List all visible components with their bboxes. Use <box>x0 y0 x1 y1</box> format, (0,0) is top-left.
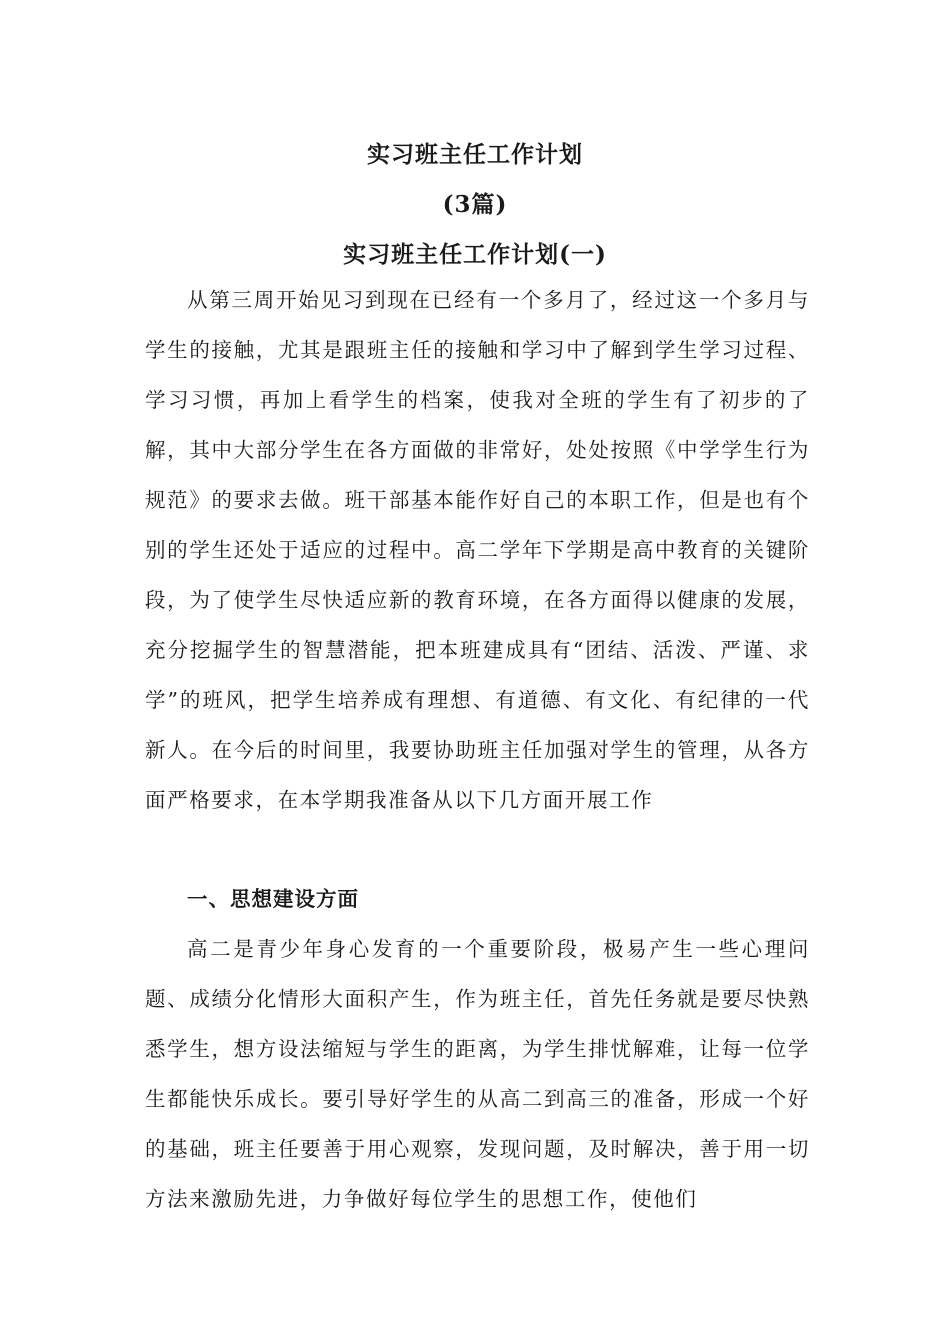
section-title: 实习班主任工作计划(一) <box>343 241 607 268</box>
document-subtitle: (3篇) <box>442 191 508 218</box>
paragraph-ideology: 高二是青少年身心发育的一个重要阶段，极易产生一些心理问题、成绩分化情形大面积产生，作为班主任，首先任务就是要尽快熟悉学生，想方设法缩短与学生的距离，为学生排忧解难，让每一位学生都能快乐成长。要引导好学生的从高二到高三的准备，形成一个好的基础，班主任要善于用心观察，发现问题，及时解决，善于用一切方法来激励先进，力争做好每位学生的思想工作，使他们 <box>145 937 810 1211</box>
paragraph-intro: 从第三周开始见习到现在已经有一个多月了，经过这一个多月与学生的接触，尤其是跟班主任的接触和学习中了解到学生学习过程、学习习惯，再加上看学生的档案，使我对全班的学生有了初步的了解，其中大部分学生在各方面做的非常好，处处按照《中学学生行为规范》的要求去做。班干部基本能作好自己的本职工作，但是也有个别的学生还处于适应的过程中。高二学年下学期是高中教育的关键阶段，为了使学生尽快适应新的教育环境，在各方面得以健康的发展，充分挖掘学生的智慧潜能，把本班建成具有“团结、活泼、严谨、求学”的班风，把学生培养成有理想、有道德、有文化、有纪律的一代新人。在今后的时间里，我要协助班主任加强对学生的管理，从各方面严格要求，在本学期我准备从以下几方面开展工作 <box>145 288 810 812</box>
heading-ideology: 一、思想建设方面 <box>187 887 359 911</box>
document-title: 实习班主任工作计划 <box>367 141 583 168</box>
